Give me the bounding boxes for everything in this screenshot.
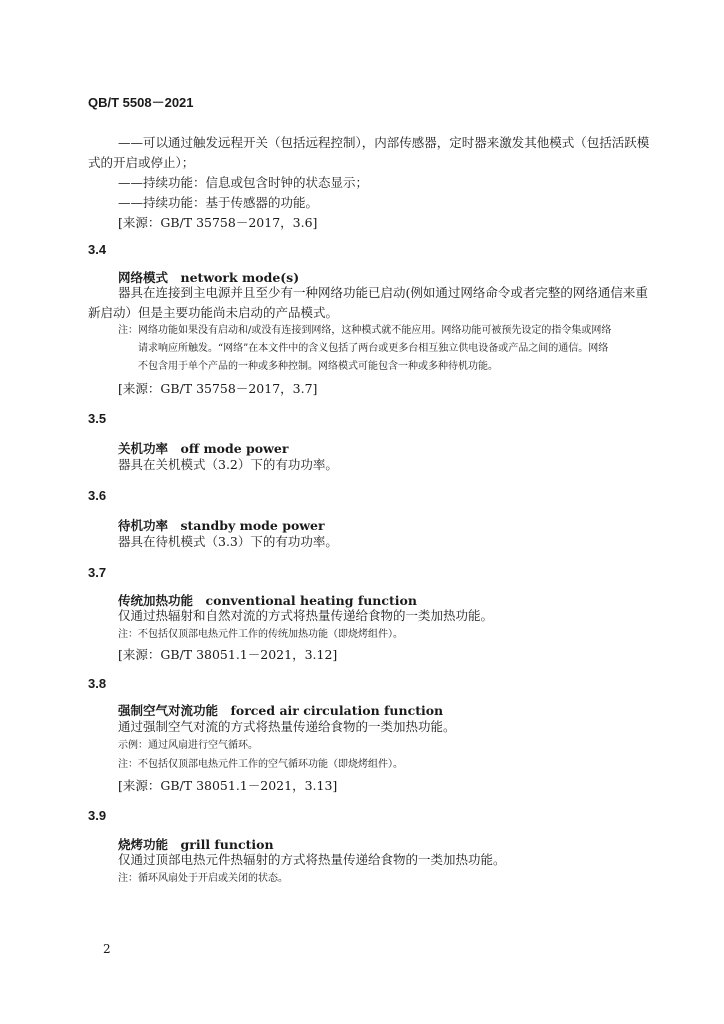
clause-number: 3.6 (88, 488, 107, 503)
term-heading: 网络模式 network mode(s) (118, 270, 300, 285)
page-number: 2 (103, 942, 111, 956)
intro-line: 式的开启或停止）； (88, 155, 195, 170)
note-line: 注：网络功能如果没有启动和/或没有连接到网络，这种模式就不能应用。网络功能可被预先设定的指令集或网络 (118, 325, 612, 336)
term-heading: 传统加热功能 conventional heating function (118, 593, 417, 608)
term-heading: 关机功率 off mode power (118, 441, 289, 456)
definition-line: 通过强制空气对流的方式将热量传递给食物的一类加热功能。 (118, 719, 456, 734)
source-citation: [来源：GB/T 35758－2017，3.7] (118, 381, 318, 396)
example-line: 示例：通过风扇进行空气循环。 (118, 740, 258, 751)
definition-line: 仅通过顶部电热元件热辐射的方式将热量传递给食物的一类加热功能。 (118, 852, 506, 867)
note-line: 不包含用于单个产品的一种或多种控制。网络模式可能包含一种或多种待机功能。 (138, 361, 498, 372)
term-heading: 强制空气对流功能 forced air circulation function (118, 703, 444, 718)
note-line: 注：循环风扇处于开启或关闭的状态。 (118, 873, 288, 884)
term-heading: 烧烤功能 grill function (118, 837, 274, 852)
clause-number: 3.5 (88, 411, 107, 426)
clause-number: 3.9 (88, 808, 107, 823)
intro-line: ——持续功能：信息或包含时钟的状态显示； (118, 175, 369, 190)
clause-number: 3.4 (88, 242, 107, 257)
intro-line: ——持续功能：基于传感器的功能。 (118, 195, 319, 210)
document-header: QB/T 5508－2021 (88, 95, 194, 110)
source-citation: [来源：GB/T 35758－2017，3.6] (118, 215, 318, 230)
note-line: 注：不包括仅顶部电热元件工作的空气循环功能（即烧烤组件）。 (118, 759, 403, 770)
term-heading: 待机功率 standby mode power (118, 518, 325, 533)
clause-number: 3.8 (88, 676, 107, 691)
source-citation: [来源：GB/T 38051.1－2021，3.13] (118, 778, 338, 793)
source-citation: [来源：GB/T 38051.1－2021，3.12] (118, 647, 338, 662)
definition-line: 器具在连接到主电源并且至少有一种网络功能已启动(例如通过网络命令或者完整的网络通信来重 (118, 285, 648, 300)
clause-number: 3.7 (88, 565, 107, 580)
note-line: 请求响应所触发。“网络”在本文件中的含义包括了两台或更多台相互独立供电设备或产品之间的通信。网络 (138, 343, 609, 354)
note-line: 注：不包括仅顶部电热元件工作的传统加热功能（即烧烤组件）。 (118, 629, 403, 640)
definition-line: 器具在待机模式（3.3）下的有功功率。 (118, 534, 338, 549)
definition-line: 新启动）但是主要功能尚未启动的产品模式。 (88, 305, 339, 320)
definition-line: 器具在关机模式（3.2）下的有功功率。 (118, 457, 338, 472)
intro-line: ——可以通过触发远程开关（包括远程控制），内部传感器，定时器来激发其他模式（包括活跃模 (118, 135, 650, 150)
definition-line: 仅通过热辐射和自然对流的方式将热量传递给食物的一类加热功能。 (118, 608, 494, 623)
